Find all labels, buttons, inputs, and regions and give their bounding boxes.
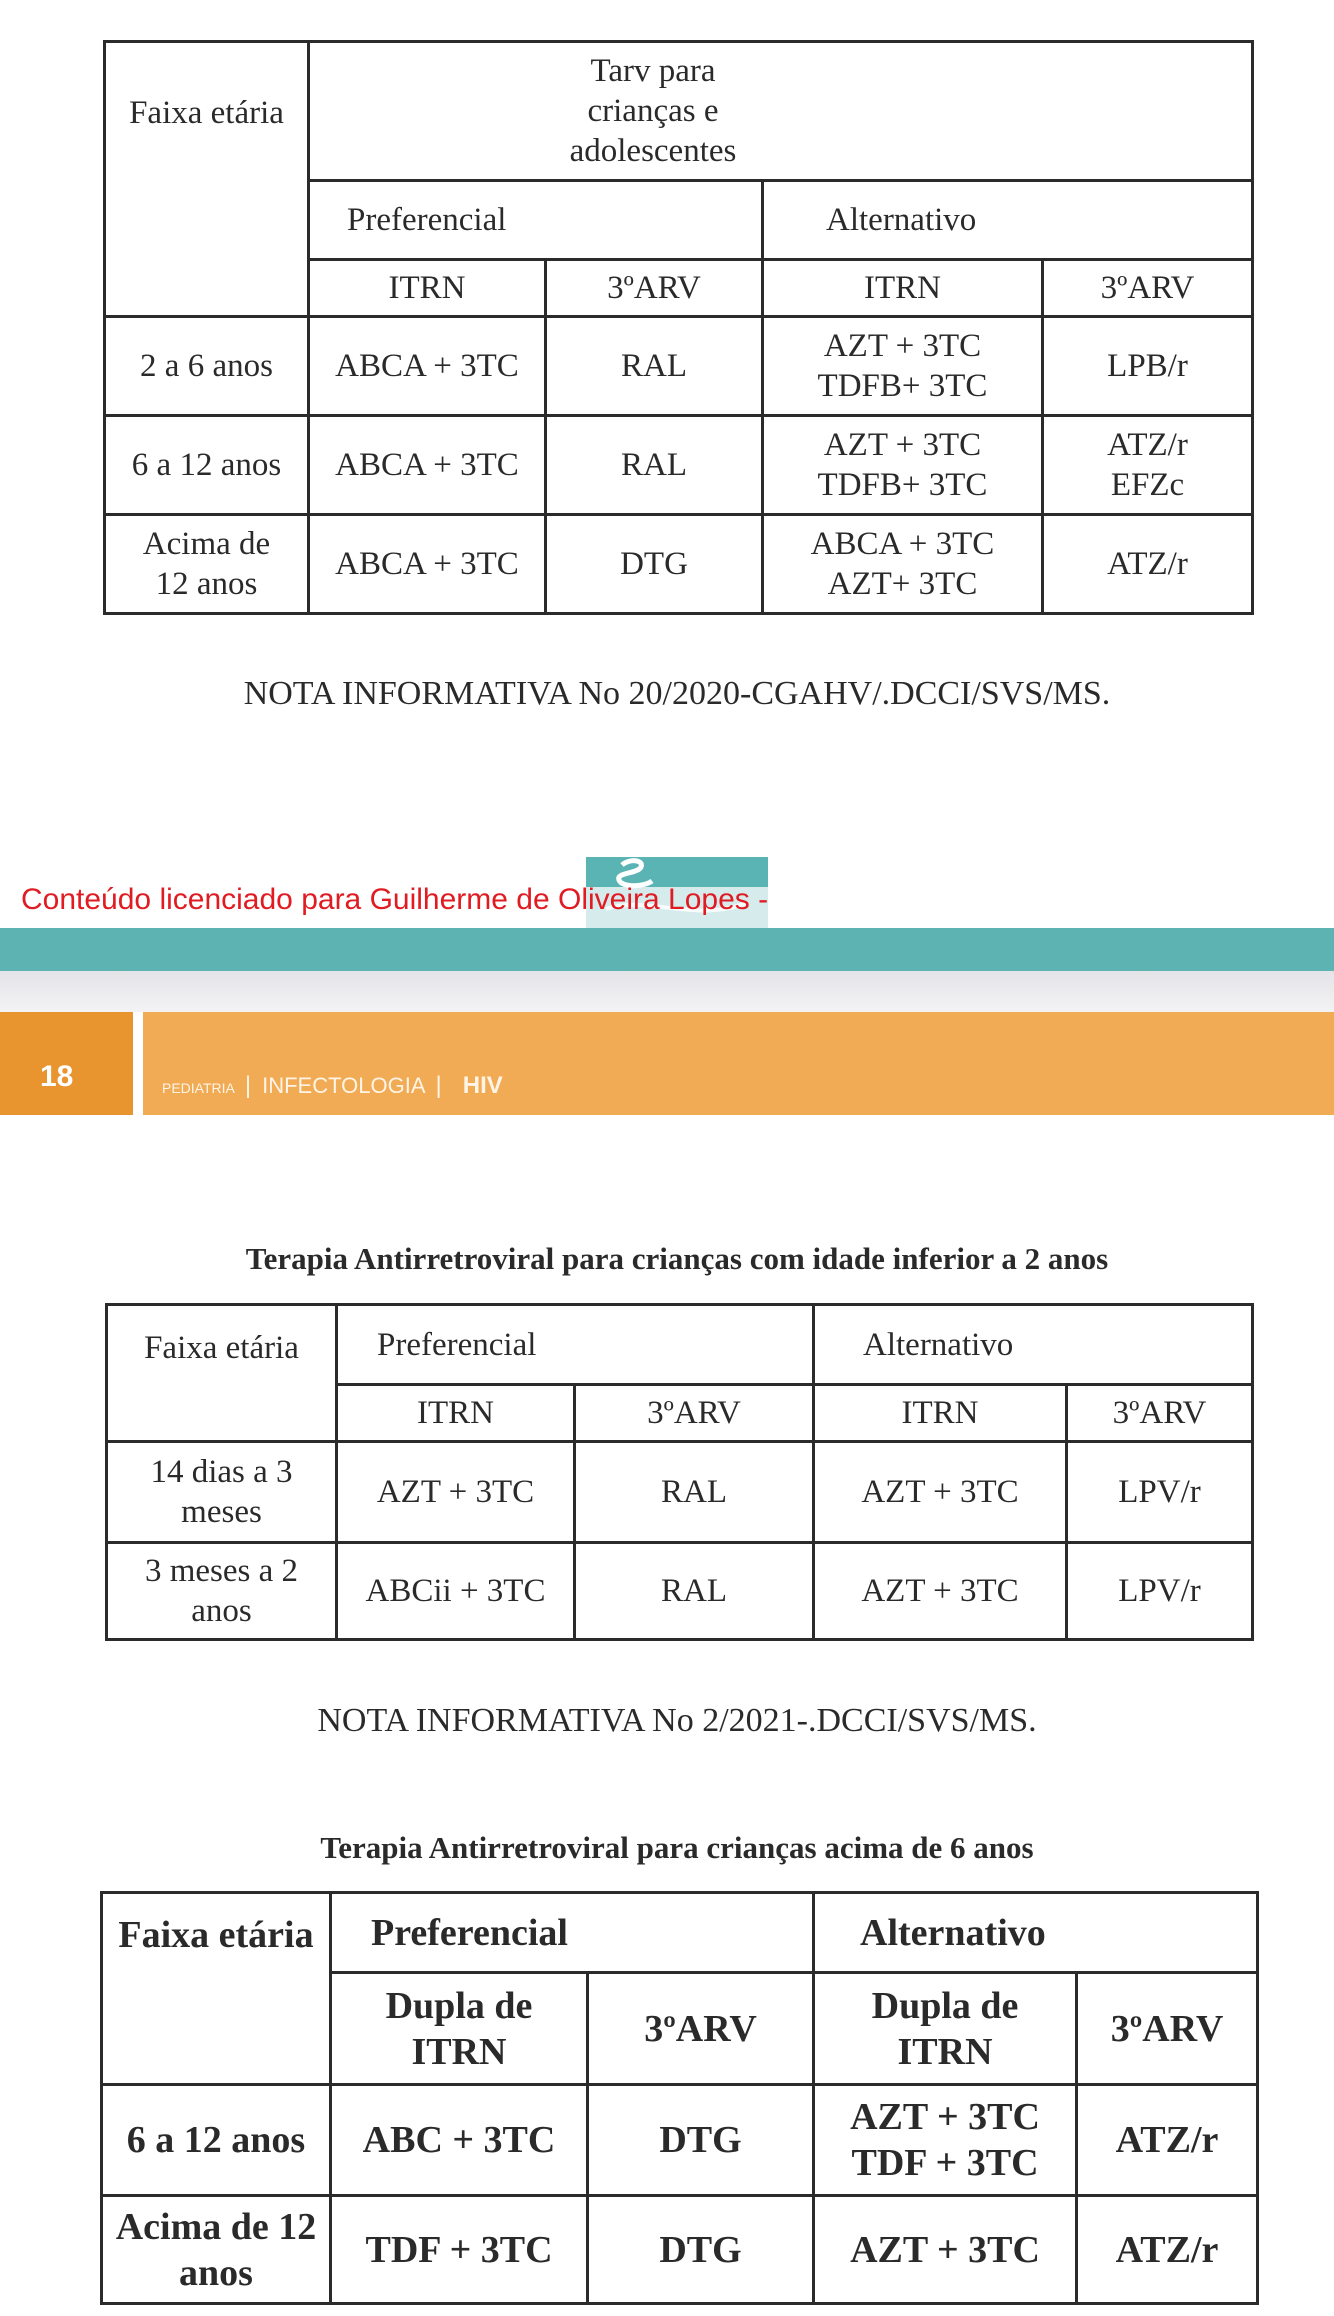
- table-tarv-adolescentes: [103, 40, 1254, 615]
- cell-pref-arv: [546, 515, 763, 614]
- cell-line: DTG: [620, 546, 688, 582]
- cell-line: TDF + 3TC: [851, 2142, 1039, 2184]
- cell-line: Acima de: [142, 526, 271, 562]
- cell-line: anos: [191, 1593, 252, 1629]
- cell-alt-itrn: [763, 515, 1043, 614]
- cell-pref-itrn: AZT + 3TC: [337, 1442, 575, 1543]
- subheader-alt-arv: 3ºARV: [1067, 1385, 1253, 1442]
- cell-line: Dupla de: [871, 1984, 1019, 2027]
- cell-alt-itrn: [763, 416, 1043, 515]
- header-faixa-etaria: [105, 42, 309, 317]
- cell-faixa: [105, 515, 309, 614]
- cell-line: meses: [181, 1494, 262, 1530]
- cell-line: AZT + 3TC: [850, 2096, 1040, 2138]
- tarv-title: [503, 51, 803, 171]
- cell-line: 3ºARV: [1110, 2007, 1224, 2050]
- cell-alt-arv: [1043, 317, 1253, 416]
- cell-pref-arv: RAL: [575, 1543, 814, 1640]
- cell-line: 14 dias a 3: [150, 1454, 293, 1490]
- cell-line: ATZ/r: [1107, 427, 1188, 463]
- subheader-pref-itrn: [331, 1973, 588, 2085]
- cell-faixa: [105, 416, 309, 515]
- header-preferencial: Preferencial: [331, 1893, 814, 1973]
- nota-informativa-2: NOTA INFORMATIVA No 2/2021-.DCCI/SVS/MS.: [317, 1702, 1037, 1739]
- cell-line: TDFB+ 3TC: [817, 368, 988, 404]
- cell-faixa: [102, 2085, 331, 2196]
- tarv-title-line: crianças e: [587, 93, 719, 129]
- subheader-pref-itrn: ITRN: [309, 260, 546, 317]
- cell-alt-itrn: [763, 317, 1043, 416]
- cell-faixa: [107, 1442, 337, 1543]
- table2-title: Terapia Antirretroviral para crianças com idade inferior a 2 anos: [245, 1241, 1109, 1276]
- cell-faixa: [102, 2196, 331, 2304]
- cell-pref-itrn: [309, 515, 546, 614]
- table-row: [107, 1442, 1253, 1543]
- faixa-etaria-label: Faixa etária: [129, 95, 284, 131]
- cell-line: AZT+ 3TC: [827, 566, 978, 602]
- table-row: [105, 515, 1253, 614]
- cell-line: RAL: [621, 447, 687, 483]
- cell-pref-itrn: [309, 416, 546, 515]
- cell-line: ITRN: [897, 2030, 993, 2073]
- cell-line: AZT + 3TC: [823, 427, 982, 463]
- header-preferencial: Preferencial: [337, 1305, 814, 1385]
- header-divider: [133, 1012, 143, 1115]
- cell-line: ABCA + 3TC: [335, 348, 519, 384]
- table-header-row: [102, 1893, 1258, 1973]
- cell-alt-itrn: AZT + 3TC: [814, 1442, 1067, 1543]
- subheader-alt-itrn: ITRN: [814, 1385, 1067, 1442]
- cell-pref-arv: [546, 317, 763, 416]
- cell-alt-arv: [1077, 2196, 1258, 2304]
- breadcrumb-separator: |: [435, 1072, 442, 1099]
- tarv-title-line: Tarv para: [590, 53, 716, 89]
- cell-pref-arv: RAL: [575, 1442, 814, 1543]
- cell-line: 6 a 12 anos: [126, 2119, 306, 2161]
- page-number: 18: [40, 1060, 74, 1093]
- cell-pref-arv: [546, 416, 763, 515]
- cell-line: EFZc: [1110, 467, 1185, 503]
- table-row: [105, 416, 1253, 515]
- cell-pref-itrn: [331, 2085, 588, 2196]
- subheader-pref-arv: [588, 1973, 814, 2085]
- cell-faixa: [105, 317, 309, 416]
- subheader-alt-arv: 3ºARV: [1043, 260, 1253, 317]
- cell-line: DTG: [659, 2119, 742, 2161]
- cell-alt-arv: [1077, 2085, 1258, 2196]
- cell-line: anos: [179, 2251, 253, 2294]
- subheader-alt-itrn: [814, 1973, 1077, 2085]
- breadcrumb-topic: HIV: [462, 1072, 503, 1099]
- table3-title: Terapia Antirretroviral para crianças acima de 6 anos: [320, 1830, 1034, 1865]
- cell-line: LPB/r: [1107, 348, 1188, 384]
- cell-pref-itrn: ABCii + 3TC: [337, 1543, 575, 1640]
- cell-line: RAL: [621, 348, 687, 384]
- cell-line: ABC + 3TC: [362, 2119, 556, 2161]
- subheader-pref-itrn: ITRN: [337, 1385, 575, 1442]
- cell-line: 12 anos: [155, 566, 258, 602]
- cell-line: Acima de 12: [115, 2205, 317, 2248]
- breadcrumb: [162, 1072, 503, 1100]
- subheader-pref-arv: 3ºARV: [575, 1385, 814, 1442]
- table-row: [107, 1543, 1253, 1640]
- cell-line: 3ºARV: [644, 2007, 757, 2050]
- cell-pref-itrn: [309, 317, 546, 416]
- cell-line: ATZ/r: [1107, 546, 1188, 582]
- header-faixa-etaria: [102, 1893, 331, 2085]
- subheader-pref-arv: 3ºARV: [546, 260, 763, 317]
- cell-line: TDF + 3TC: [365, 2228, 553, 2271]
- cell-alt-arv: LPV/r: [1067, 1442, 1253, 1543]
- header-alternativo: Alternativo: [814, 1305, 1253, 1385]
- subheader-alt-itrn: ITRN: [763, 260, 1043, 317]
- cell-alt-itrn: [814, 2085, 1077, 2196]
- table-row: [105, 317, 1253, 416]
- license-watermark: Conteúdo licenciado para Guilherme de Oliveira Lopes -: [21, 883, 769, 916]
- cell-line: ITRN: [411, 2030, 507, 2073]
- cell-pref-arv: [588, 2085, 814, 2196]
- breadcrumb-section: PEDIATRIA: [162, 1080, 235, 1096]
- cell-faixa: [107, 1543, 337, 1640]
- header-tarv-title: [309, 42, 1253, 181]
- cell-alt-arv: [1043, 416, 1253, 515]
- cell-line: AZT + 3TC: [823, 328, 982, 364]
- tarv-title-line: adolescentes: [569, 133, 737, 169]
- cell-line: DTG: [659, 2228, 742, 2271]
- cell-alt-arv: LPV/r: [1067, 1543, 1253, 1640]
- breadcrumb-category: INFECTOLOGIA: [262, 1073, 426, 1098]
- table-row: [102, 2196, 1258, 2304]
- subheader-alt-arv: [1077, 1973, 1258, 2085]
- table-header-row: [107, 1305, 1253, 1385]
- cell-line: Dupla de: [385, 1984, 533, 2027]
- cell-alt-itrn: AZT + 3TC: [814, 1543, 1067, 1640]
- cell-line: ABCA + 3TC: [810, 526, 995, 562]
- breadcrumb-separator: |: [244, 1072, 252, 1099]
- cell-line: AZT + 3TC: [850, 2228, 1040, 2271]
- cell-pref-arv: [588, 2196, 814, 2304]
- cell-line: ABCA + 3TC: [335, 447, 519, 483]
- faixa-etaria-label: Faixa etária: [144, 1330, 299, 1366]
- cell-line: TDFB+ 3TC: [817, 467, 988, 503]
- nota-informativa-1: NOTA INFORMATIVA No 20/2020-CGAHV/.DCCI/SVS/MS.: [243, 675, 1111, 712]
- header-alternativo: Alternativo: [763, 181, 1253, 260]
- table-row: [102, 2085, 1258, 2196]
- cell-line: 2 a 6 anos: [140, 348, 273, 384]
- cell-line: ATZ/r: [1115, 2119, 1219, 2161]
- teal-divider-bar: [0, 928, 1334, 971]
- cell-line: ATZ/r: [1115, 2228, 1219, 2271]
- cell-line: 6 a 12 anos: [131, 447, 282, 483]
- cell-alt-itrn: [814, 2196, 1077, 2304]
- table-tarv-acima-6-anos: [100, 1891, 1259, 2305]
- header-faixa-etaria: [107, 1305, 337, 1442]
- header-alternativo: Alternativo: [814, 1893, 1258, 1973]
- gray-divider-bar: [0, 971, 1334, 1012]
- header-preferencial: Preferencial: [309, 181, 763, 260]
- table-header-row: [105, 42, 1253, 181]
- cell-alt-arv: [1043, 515, 1253, 614]
- cell-line: 3 meses a 2: [144, 1553, 299, 1589]
- table-tarv-menores-2-anos: [105, 1303, 1254, 1641]
- faixa-etaria-label: Faixa etária: [118, 1914, 314, 1956]
- cell-line: ABCA + 3TC: [335, 546, 519, 582]
- cell-pref-itrn: [331, 2196, 588, 2304]
